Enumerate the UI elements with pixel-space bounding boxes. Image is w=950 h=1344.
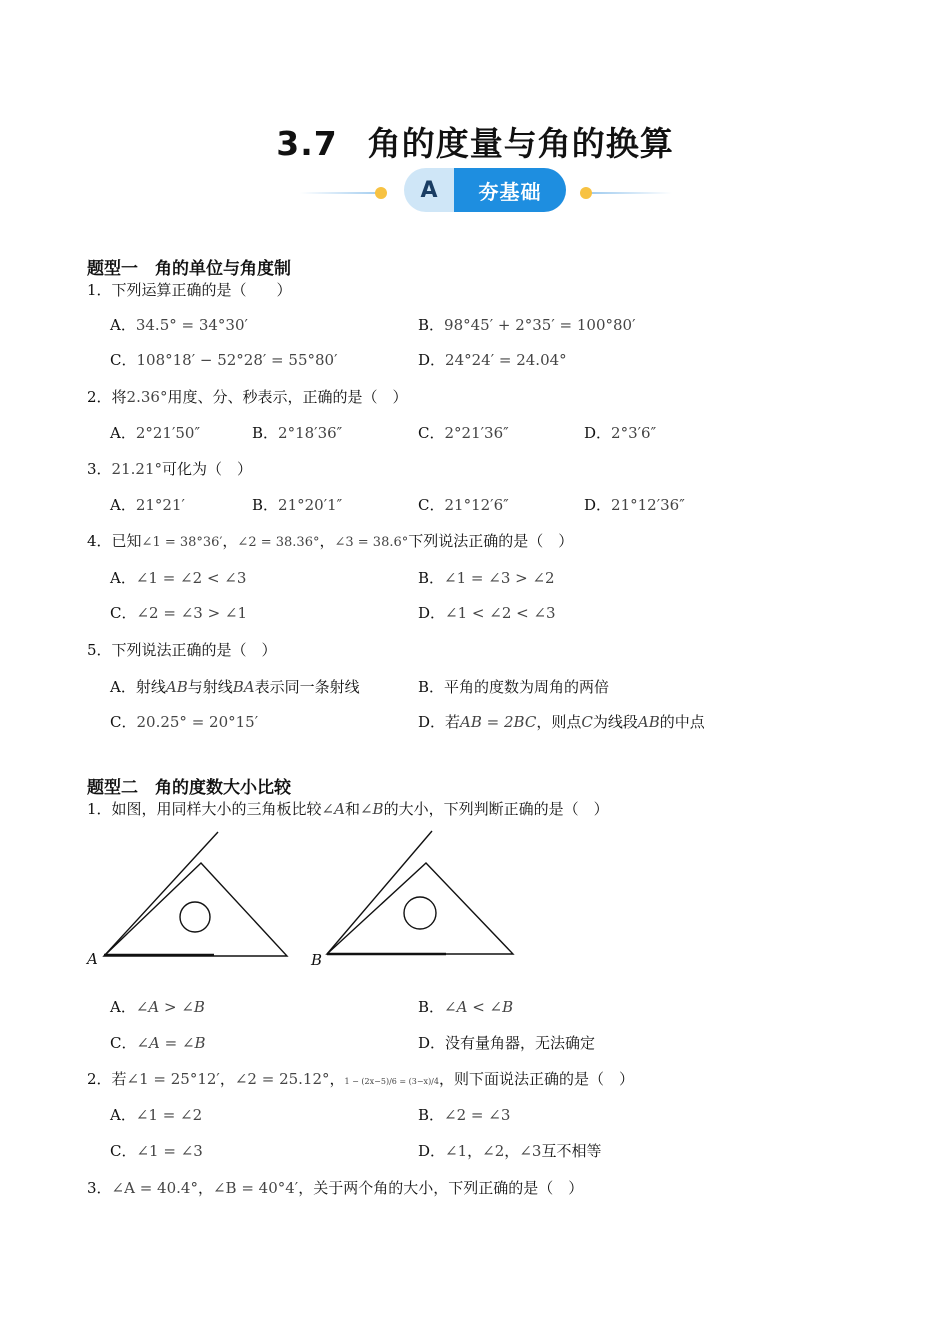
s2-q2-option-c: C．∠1 = ∠3 [110, 1142, 203, 1160]
section1-heading: 题型一 角的单位与角度制 [87, 259, 291, 279]
s1-q2-option-a: A．2°21′50″ [110, 424, 201, 442]
triangle-ruler-a [104, 863, 287, 956]
banner-line-right [587, 192, 672, 194]
s2-q1-option-a: A．∠A > ∠B [110, 998, 205, 1016]
s1-q2-option-b: B．2°18′36″ [252, 424, 343, 442]
s1-q1-option-c: C．108°18′ − 52°28′ = 55°80′ [110, 351, 338, 369]
s1-q4-option-d: D．∠1 < ∠2 < ∠3 [418, 604, 556, 622]
figure-label-b: B [311, 951, 323, 969]
s2-q1-option-c: C．∠A = ∠B [110, 1034, 206, 1052]
s1-q4-option-b: B．∠1 = ∠3 > ∠2 [418, 569, 555, 587]
s1-q3-option-c: C．21°12′6″ [418, 496, 509, 514]
s1-q5-option-d: D．若AB = 2BC，则点C为线段AB的中点 [418, 713, 705, 731]
s1-q1-stem: 1．下列运算正确的是（ ） [87, 281, 292, 299]
triangle-figure [84, 828, 524, 973]
s1-q2-option-c: C．2°21′36″ [418, 424, 509, 442]
badge-text: 夯基础 [454, 168, 566, 212]
title-number: 3.7 [276, 124, 338, 163]
s1-q4-option-a: A．∠1 = ∠2 < ∠3 [110, 569, 247, 587]
s2-q2-option-a: A．∠1 = ∠2 [110, 1106, 203, 1124]
s2-q1-option-d: D．没有量角器，无法确定 [418, 1034, 596, 1052]
s1-q2-option-d: D．2°3′6″ [584, 424, 657, 442]
banner-line-left [300, 192, 385, 194]
title-text: 角的度量与角的换算 [367, 124, 674, 163]
s1-q1-option-b: B．98°45′ + 2°35′ = 100°80′ [418, 316, 636, 334]
section2-heading: 题型二 角的度数大小比较 [87, 778, 291, 798]
banner-dot-right [580, 187, 592, 199]
s1-q3-option-d: D．21°12′36″ [584, 496, 685, 514]
s2-q1-stem: 1．如图，用同样大小的三角板比较∠A和∠B的大小，下列判断正确的是（ ） [87, 800, 609, 818]
level-badge [404, 168, 566, 212]
s1-q4-option-c: C．∠2 = ∠3 > ∠1 [110, 604, 248, 622]
banner-dot-left [375, 187, 387, 199]
figure-angle-a [104, 832, 287, 956]
page-title [0, 118, 950, 165]
s2-q2-option-d: D．∠1，∠2，∠3互不相等 [418, 1142, 602, 1160]
ruler-hole-b [404, 897, 436, 929]
s2-q2-option-b: B．∠2 = ∠3 [418, 1106, 511, 1124]
s1-q5-option-c: C．20.25° = 20°15′ [110, 713, 259, 731]
ray-a [104, 832, 218, 956]
s1-q5-stem: 5．下列说法正确的是（ ） [87, 641, 277, 659]
s1-q5-option-a: A．射线AB与射线BA表示同一条射线 [110, 678, 360, 696]
s2-q1-option-b: B．∠A < ∠B [418, 998, 514, 1016]
s1-q3-option-a: A．21°21′ [110, 496, 185, 514]
figure-angle-b [327, 831, 513, 954]
figure-label-a: A [87, 950, 98, 968]
s1-q1-option-d: D．24°24′ = 24.04° [418, 351, 567, 369]
s2-q2-stem: 2．若∠1 = 25°12′，∠2 = 25.12°，1 − (2x−5)/6 = (3−x)/4，则下面说法正确的是（ ） [87, 1070, 634, 1088]
triangle-ruler-b [327, 863, 513, 954]
s1-q2-stem: 2．将2.36°用度、分、秒表示，正确的是（ ） [87, 388, 408, 406]
badge-letter: A [404, 168, 454, 212]
s2-q3-stem: 3．∠A = 40.4°，∠B = 40°4′，关于两个角的大小，下列正确的是（ ） [87, 1179, 584, 1197]
s1-q3-option-b: B．21°20′1″ [252, 496, 343, 514]
s1-q3-stem: 3．21.21°可化为（ ） [87, 460, 253, 478]
s1-q5-option-b: B．平角的度数为周角的两倍 [418, 678, 610, 696]
s1-q1-option-a: A．34.5° = 34°30′ [110, 316, 248, 334]
ray-b [327, 831, 432, 954]
ruler-hole-a [180, 902, 210, 932]
s1-q4-stem: 4．已知∠1 = 38°36′，∠2 = 38.36°，∠3 = 38.6°下列说法正确的是（ ） [87, 532, 574, 550]
